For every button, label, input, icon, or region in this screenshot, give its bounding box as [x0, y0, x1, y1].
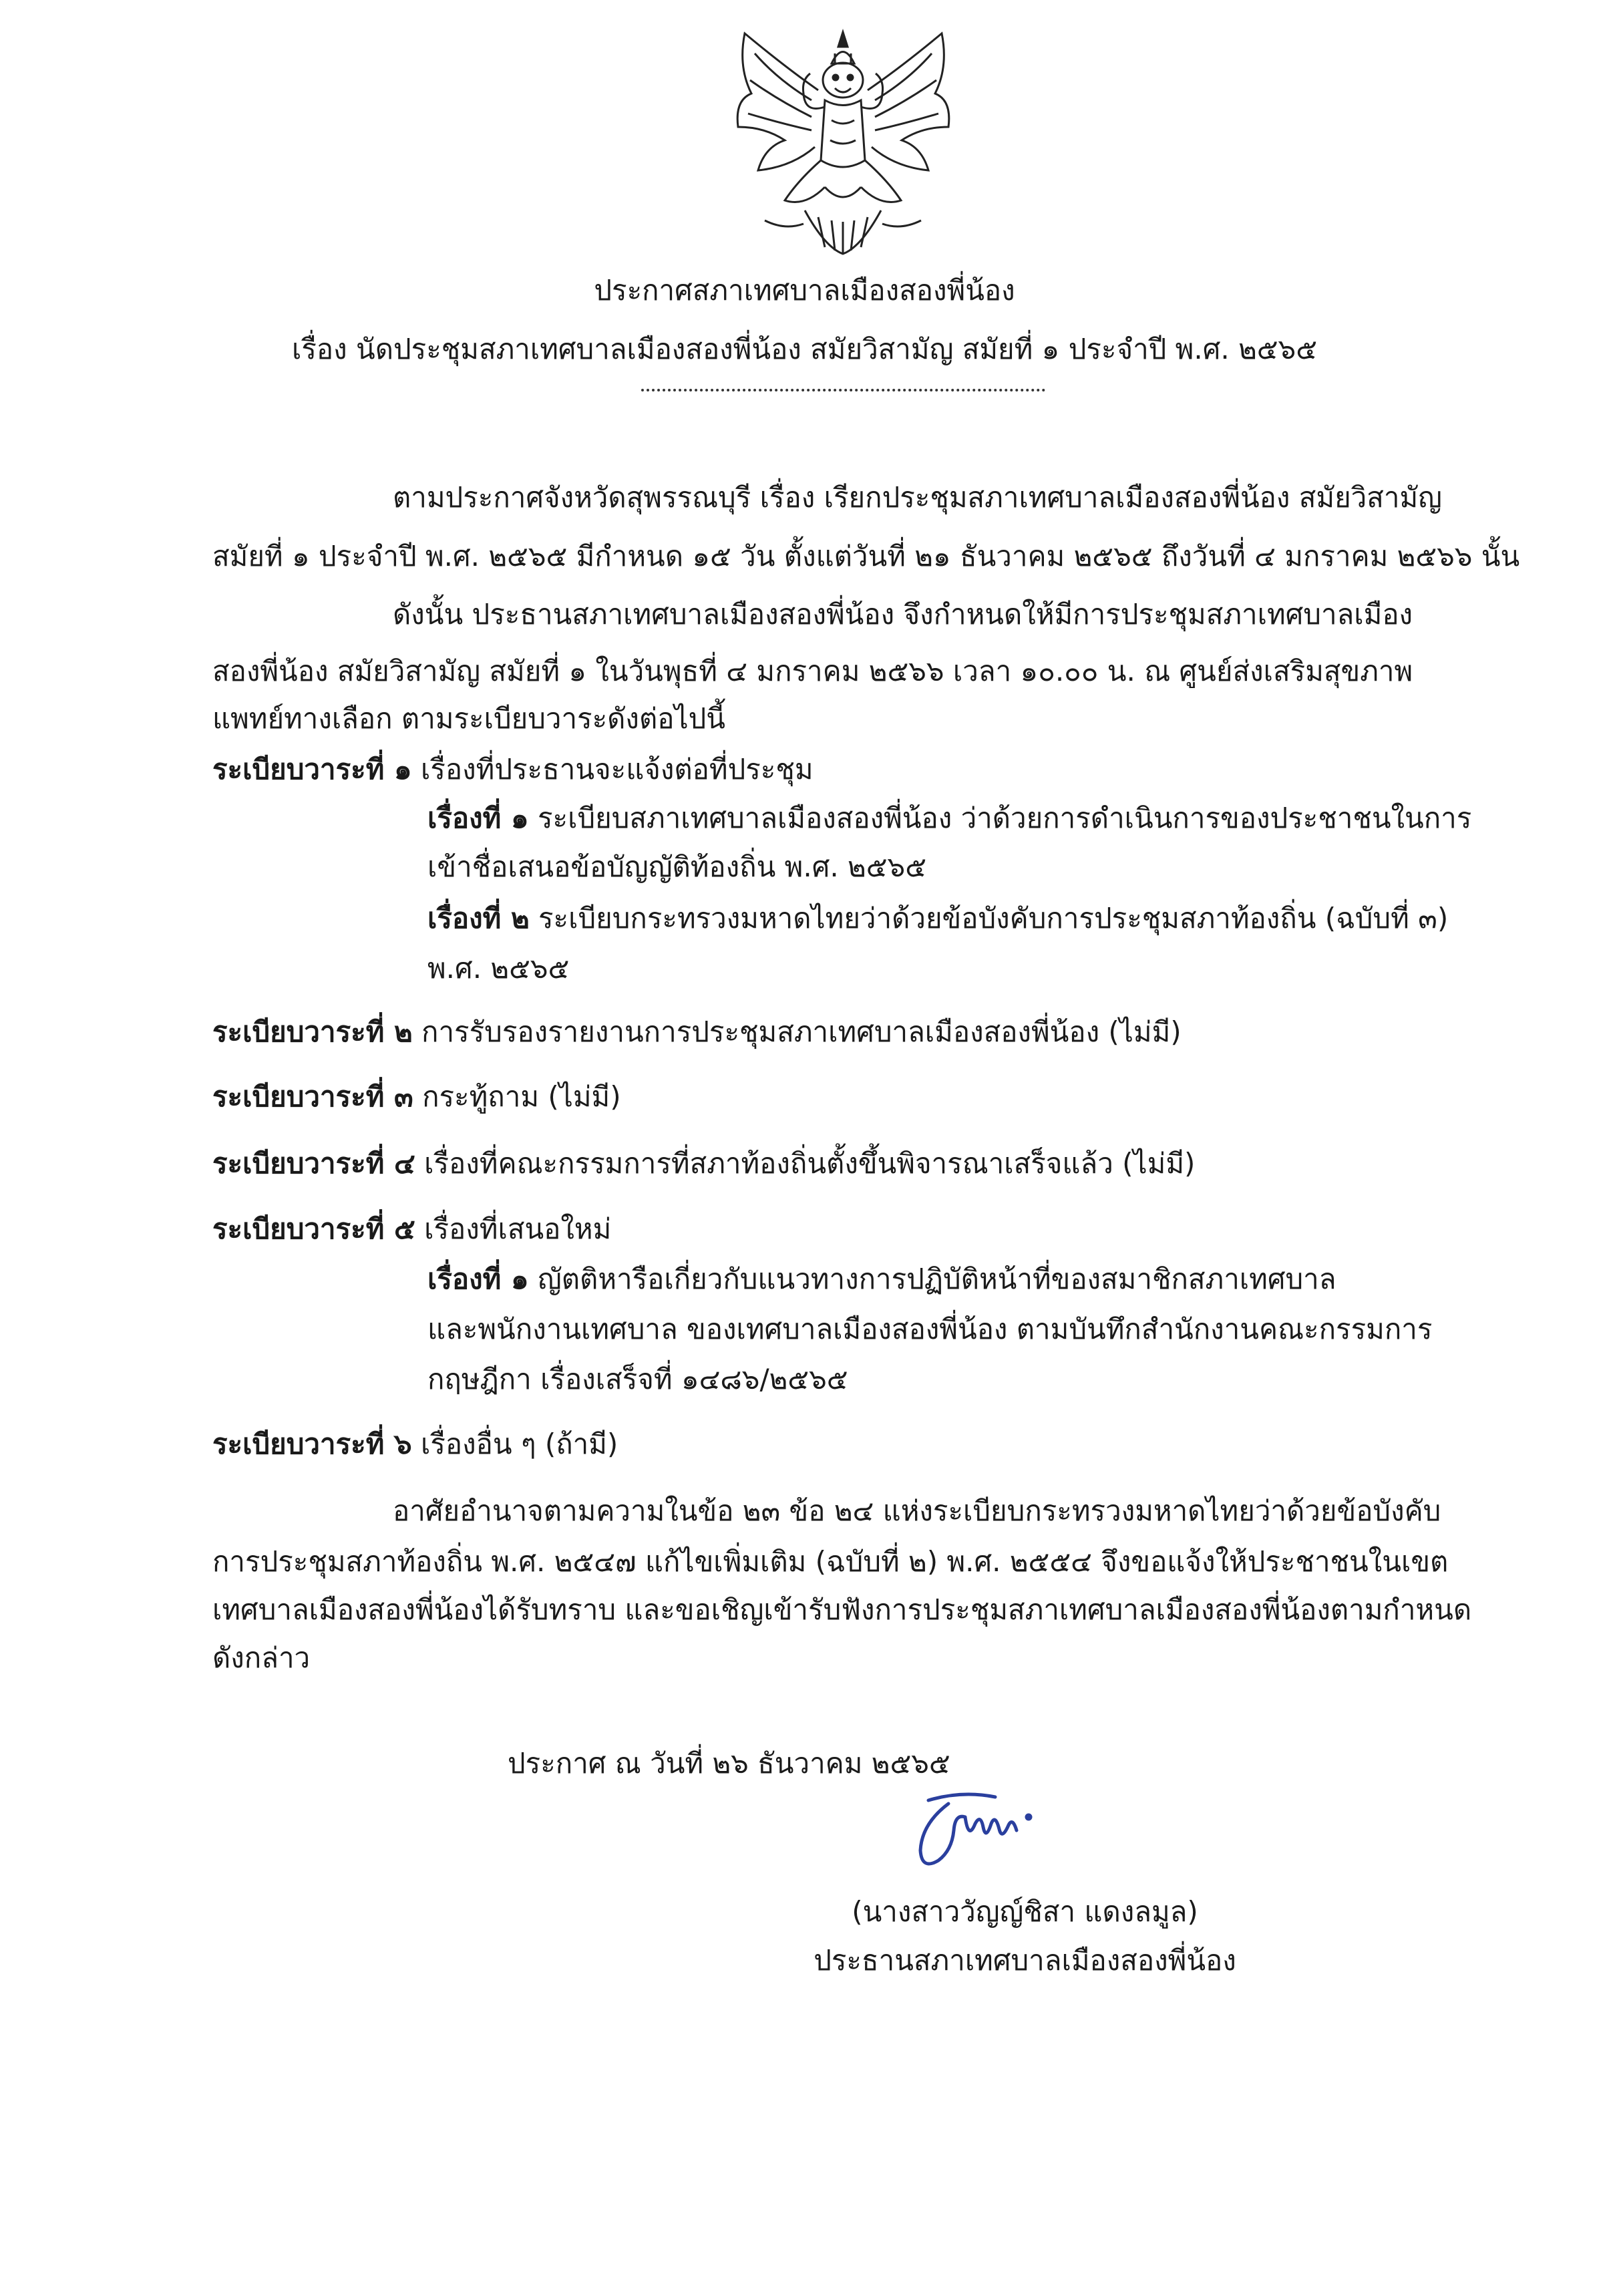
announcement-date: ประกาศ ณ วันที่ ๒๖ ธันวาคม ๒๕๖๕: [508, 1747, 950, 1780]
agenda-1-item-1-line1: ระเบียบสภาเทศบาลเมืองสองพี่น้อง ว่าด้วยการดำเนินการของประชาชนในการ: [528, 802, 1472, 834]
agenda-5-item-1-line3: กฤษฎีกา เรื่องเสร็จที่ ๑๔๘๖/๒๕๖๕: [427, 1363, 848, 1396]
agenda-6-label: ระเบียบวาระที่ ๖: [212, 1428, 412, 1460]
agenda-1-item-1-label: เรื่องที่ ๑: [427, 802, 529, 834]
agenda-1: [212, 750, 814, 790]
agenda-4-label: ระเบียบวาระที่ ๔: [212, 1147, 415, 1180]
agenda-6-text: เรื่องอื่น ๆ (ถ้ามี): [411, 1428, 618, 1460]
agenda-1-item-2: [427, 898, 1448, 939]
closing-line1: อาศัยอำนาจตามความในข้อ ๒๓ ข้อ ๒๔ แห่งระเบียบกระทรวงมหาดไทยว่าด้วยข้อบังคับ: [393, 1494, 1441, 1527]
agenda-2-text: การรับรองรายงานการประชุมสภาเทศบาลเมืองสองพี่น้อง (ไม่มี): [412, 1015, 1182, 1048]
separator-dots: [641, 389, 1045, 391]
intro-p2-line2: สองพี่น้อง สมัยวิสามัญ สมัยที่ ๑ ในวันพุธที่ ๔ มกราคม ๒๕๖๖ เวลา ๑๐.๐๐ น. ณ ศูนย์ส่งเสริมสุขภาพ: [212, 655, 1413, 687]
document-subject: เรื่อง นัดประชุมสภาเทศบาลเมืองสองพี่น้อง สมัยวิสามัญ สมัยที่ ๑ ประจำปี พ.ศ. ๒๕๖๕: [292, 333, 1317, 365]
agenda-4-text: เรื่องที่คณะกรรมการที่สภาท้องถิ่นตั้งขึ้นพิจารณาเสร็จแล้ว (ไม่มี): [415, 1147, 1196, 1180]
intro-p1-line2: สมัยที่ ๑ ประจำปี พ.ศ. ๒๕๖๕ มีกำหนด ๑๕ วัน ตั้งแต่วันที่ ๒๑ ธันวาคม ๒๕๖๕ ถึงวันที่ ๔ มกราคม ๒๕๖๖ นั้น: [212, 540, 1520, 572]
agenda-5-label: ระเบียบวาระที่ ๕: [212, 1212, 415, 1245]
agenda-5-item-1-line1: ญัตติหารือเกี่ยวกับแนวทางการปฏิบัติหน้าที่ของสมาชิกสภาเทศบาล: [528, 1263, 1336, 1295]
agenda-1-item-2-line2: พ.ศ. ๒๕๖๕: [427, 952, 570, 985]
agenda-3-label: ระเบียบวาระที่ ๓: [212, 1080, 413, 1113]
agenda-2: [212, 1012, 1182, 1052]
agenda-4: [212, 1144, 1195, 1184]
agenda-2-label: ระเบียบวาระที่ ๒: [212, 1015, 413, 1048]
agenda-1-item-1: [427, 798, 1471, 838]
signer-position: ประธานสภาเทศบาลเมืองสองพี่น้อง: [814, 1944, 1236, 1977]
intro-p2-line3: แพทย์ทางเลือก ตามระเบียบวาระดังต่อไปนี้: [212, 702, 725, 735]
agenda-1-label: ระเบียบวาระที่ ๑: [212, 753, 412, 786]
agenda-1-text: เรื่องที่ประธานจะแจ้งต่อที่ประชุม: [411, 753, 814, 786]
agenda-3-text: กระทู้ถาม (ไม่มี): [413, 1080, 621, 1113]
closing-line4: ดังกล่าว: [212, 1641, 311, 1674]
agenda-1-item-2-label: เรื่องที่ ๒: [427, 902, 530, 935]
agenda-5-text: เรื่องที่เสนอใหม่: [415, 1212, 612, 1245]
closing-line3: เทศบาลเมืองสองพี่น้องได้รับทราบ และขอเชิญเข้ารับฟังการประชุมสภาเทศบาลเมืองสองพี่น้องตามกำหนด: [212, 1593, 1472, 1626]
intro-p2-line1: ดังนั้น ประธานสภาเทศบาลเมืองสองพี่น้อง จึงกำหนดให้มีการประชุมสภาเทศบาลเมือง: [393, 598, 1413, 631]
signature-mark: [902, 1777, 1055, 1877]
agenda-5-item-1-line2: และพนักงานเทศบาล ของเทศบาลเมืองสองพี่น้อง ตามบันทึกสำนักงานคณะกรรมการ: [427, 1313, 1433, 1345]
intro-p1-line1: ตามประกาศจังหวัดสุพรรณบุรี เรื่อง เรียกประชุมสภาเทศบาลเมืองสองพี่น้อง สมัยวิสามัญ: [393, 481, 1442, 514]
document-title: ประกาศสภาเทศบาลเมืองสองพี่น้อง: [594, 274, 1015, 307]
agenda-1-item-2-line1: ระเบียบกระทรวงมหาดไทยว่าด้วยข้อบังคับการประชุมสภาท้องถิ่น (ฉบับที่ ๓): [529, 902, 1449, 935]
signer-name: (นางสาววัญญ์ชิสา แดงลมูล): [852, 1895, 1198, 1928]
closing-line2: การประชุมสภาท้องถิ่น พ.ศ. ๒๕๔๗ แก้ไขเพิ่มเติม (ฉบับที่ ๒) พ.ศ. ๒๕๕๔ จึงขอแจ้งให้ประชาชนในเขต: [212, 1545, 1449, 1578]
agenda-6: [212, 1424, 618, 1464]
garuda-emblem-icon: [725, 27, 962, 261]
agenda-3: [212, 1077, 621, 1117]
agenda-5-item-1: [427, 1259, 1336, 1299]
agenda-1-item-1-line2: เข้าชื่อเสนอข้อบัญญัติท้องถิ่น พ.ศ. ๒๕๖๕: [427, 850, 926, 883]
agenda-5: [212, 1209, 611, 1249]
agenda-5-item-1-label: เรื่องที่ ๑: [427, 1263, 529, 1295]
